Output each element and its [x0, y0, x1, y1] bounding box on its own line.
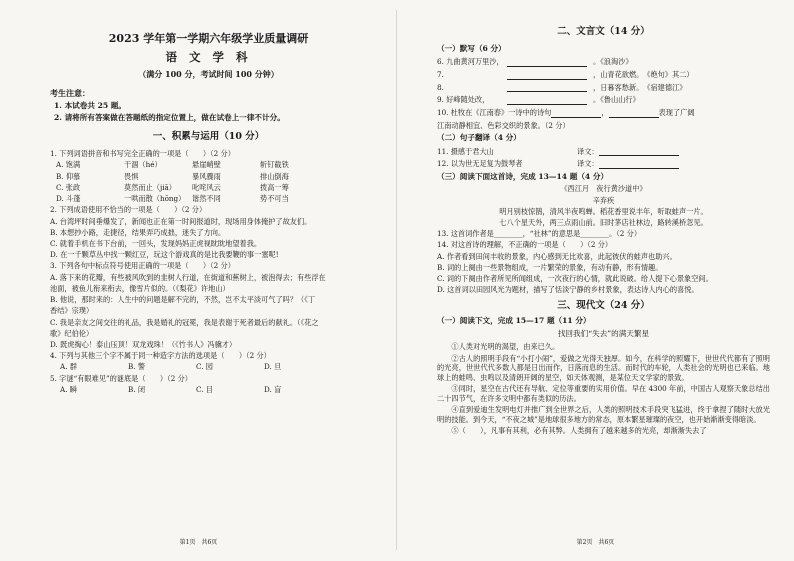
option: 畏惧	[124, 171, 139, 181]
q10-line2: 江南动静相宜、色彩交织的景象。（2 分）	[437, 120, 570, 130]
dictation-right: 。《浪淘沙》	[593, 57, 633, 67]
dictation-item	[437, 57, 770, 67]
answer-blank[interactable]	[609, 110, 659, 118]
note-item: 1. 本试卷共 25 题。	[54, 100, 126, 110]
note-item: 2. 请将所有答案做在答题纸的指定位置上，做在试卷上一律不计分。	[54, 113, 285, 123]
page-footer: 第1页 共6页	[179, 538, 218, 546]
question-stem: 4. 下列与其他三个字不属于同一种造字方法的选项是（ ）（2 分）	[50, 351, 271, 361]
poem-line: 明月别枝惊鹊，清风半夜鸣蝉。稻花香里说丰年，听取蛙声一片。	[499, 206, 708, 216]
dictation-right: ，日暮客愁新。 《宿建德江》	[593, 82, 687, 92]
question-13: 13. 这首词作者是________，“社林”的意思是________。（2 分）	[437, 229, 642, 239]
option: D. 这首词以田园风光为题材，描写了恬淡宁静的乡村景象，表达诗人内心的喜悦。	[437, 285, 699, 295]
option: C. 张政	[56, 182, 81, 192]
option: 暴风骤雨	[192, 171, 221, 181]
option: B. 仰慕	[56, 171, 81, 181]
part-title: （二）句子翻译（4 分）	[437, 133, 521, 143]
page-two	[397, 0, 794, 561]
option: A. 落下来的花瓣，有些被风吹到的韭树人行道，在街道和蕉树上，被泡得去；有些浮在	[50, 272, 326, 282]
option: 拨高一筹	[260, 182, 289, 192]
answer-blank[interactable]	[507, 84, 587, 92]
article-paragraph: ⑤（ ），凡事有其利，必有其弊。人类拥有了越来越多的光亮，却渐渐失去了	[451, 426, 707, 436]
article-title: 找回我们“失去”的满天繁星	[557, 329, 650, 339]
question-stem: 14. 对这首诗的理解，不正确的一项是（ ）（2 分）	[437, 240, 613, 250]
translation-question: 12. 以为世无足复为鼓琴者	[437, 159, 523, 169]
dictation-left: 7.	[437, 69, 444, 79]
translation-item	[437, 159, 770, 169]
translation-label: 译文：	[577, 146, 599, 156]
option: 排山倒海	[260, 171, 289, 181]
article-paragraph: ①人类对光明的渴望，由来已久。	[451, 342, 560, 352]
article-paragraph: ④直到爱迪生发明电灯并推广到全世界之后，人类的照明技术手段突飞猛进，终于拿捏了随时大放光明的技能。到今天，“不夜之城”是地球很多地方的常态，原本繁星璀璨的夜空，也开始渐渐变得暗淡。	[437, 405, 770, 424]
section-title: 一、积累与运用（10 分）	[152, 131, 265, 143]
answer-blank[interactable]	[599, 161, 679, 169]
question-10	[437, 108, 770, 118]
option: 势不可当	[260, 194, 289, 204]
poem-line: 七八个星天外，两三点雨山前。旧时茅店社林边，路转溪桥忽见。	[499, 217, 708, 227]
answer-blank[interactable]	[507, 72, 587, 80]
option: D. 旦	[264, 362, 282, 372]
q10-post: 表现了广阔	[658, 107, 695, 117]
translation-label: 译文：	[577, 159, 599, 169]
answer-blank[interactable]	[507, 59, 587, 67]
q10-mid: ，	[601, 107, 609, 117]
option: C. 目	[196, 384, 213, 394]
option: 池面，被鱼儿衔来衔去，像雪片似的。（《梨花》许地山）	[50, 283, 230, 293]
question-stem: 5. 字谜“有眼难见”的谜底是（ ）（2 分）	[50, 373, 192, 383]
option: B. 本想抄小路，走捷径，结果弄巧成拙，迷失了方向。	[50, 227, 226, 237]
option: D. 盲	[264, 384, 282, 394]
part-title: （一）阅读下文，完成 15—17 题（11 分）	[437, 315, 591, 325]
article-paragraph: ②古人的照明手段有“小打小闹”，爱做之光得天独厚。如今，在科学的照耀下，世世代代都有了照明的光亮，世世代代多数人都是日出而作，日落而息的生活。而时代的车轮，人类社会的光明也已来临。地球上的蛙鸣、虫鸣以及清朗开阔的星空，如天体观测，是某位天文学家的景致。	[437, 353, 770, 382]
notes-heading: 考生注意：	[50, 88, 90, 99]
option: 一哄而散（hōng）	[124, 194, 186, 204]
subject-title: 语 文 学 科	[165, 49, 252, 64]
dictation-right: 。《鲁山山行》	[593, 95, 640, 105]
option: 悬崖峭壁	[192, 160, 221, 170]
option: 莫然而止（jiā）	[124, 182, 176, 192]
answer-blank[interactable]	[551, 110, 601, 118]
option: C. 就着手机在书下台前，一回头，发现妈妈正虎视眈眈地望着我。	[50, 239, 262, 249]
option: A. 群	[60, 362, 77, 372]
dictation-right: ，山青花欲燃。 《绝句》其二）	[593, 69, 694, 79]
option: 斩钉截铁	[260, 160, 289, 170]
option-row	[56, 160, 367, 170]
option: 香结》宗璞）	[50, 306, 94, 316]
q10-pre: 10. 杜牧在《江南春》一诗中的诗句	[437, 107, 552, 117]
option: B. 闭	[128, 384, 146, 394]
option: 谐然不同	[192, 194, 221, 204]
page-footer: 第2页 共6页	[576, 538, 615, 546]
option: A. 作者看到田间丰收的景象，内心感到无比欢喜，此起彼伏的蛙声也助兴。	[437, 251, 677, 261]
dictation-item	[437, 70, 770, 80]
exam-meta: （满分 100 分，考试时间 100 分钟）	[138, 69, 279, 80]
answer-blank[interactable]	[507, 97, 587, 105]
answer-blank[interactable]	[599, 148, 679, 156]
option: 干涸（hé）	[124, 160, 162, 170]
dictation-left: 9. 好峰随处改，	[437, 95, 490, 105]
option: A. 瞬	[60, 384, 77, 394]
translation-question: 11. 摄感于君大山	[437, 146, 494, 156]
dictation-item	[437, 95, 770, 105]
option: B. 他说，那时来的：人生中的问题是解不完的，不然，岂不太平淡可气了吗？（《丁	[50, 295, 316, 305]
option-row	[56, 194, 367, 204]
question-stem: 1. 下列词语拼音和书写完全正确的一项是（ ）（2 分）	[50, 149, 235, 159]
article-paragraph: ③同时，星空在古代还有导航、定位等重要的实用价值。早在 4300 年前，中国古人观察天象总结出二十四节气，在许多文明中都有类似的历法。	[437, 384, 770, 403]
option-row	[60, 385, 367, 395]
section-title: 三、现代文（24 分）	[557, 300, 650, 311]
question-stem: 3. 下列各句中标点符号使用正确的一项是（ ）（2 分）	[50, 261, 235, 271]
dictation-left: 6. 九曲黄河万里沙，	[437, 57, 504, 67]
part-title: （一）默写（6 分）	[437, 43, 506, 53]
option: B. 词的上阕由一些景物组成，一片繁荣的景象，有动有静，形有情趣。	[437, 262, 663, 272]
option: 叱咤风云	[192, 182, 221, 192]
translation-item	[437, 147, 770, 157]
exam-title: 2023 学年第一学期六年级学业质量调研	[108, 32, 309, 45]
option: D. 既虎掏心！泰山压顶！双龙戏珠！（《竹书人》冯骥才）	[50, 339, 237, 349]
dictation-left: 8.	[437, 82, 444, 92]
option: A. 饱满	[56, 160, 81, 170]
option: D. 斗蓬	[56, 194, 81, 204]
section-title: 二、文言文（14 分）	[557, 26, 650, 37]
option: 歌》纪伯伦）	[50, 328, 94, 338]
dictation-item	[437, 83, 770, 93]
option: A. 台湾坪时间垂爆发了，新闻也正在第一时间报道时，现场用身体掩护了故友们。	[50, 216, 312, 226]
question-stem: 2. 下列成语使用不恰当的一项是（ ）（2 分）	[50, 205, 207, 215]
option: D. 在一千颗草丛中找一颗红豆，玩这个游戏真的是比我要鞭的事一塞呢!	[50, 250, 279, 260]
poem-author: 辛弃疾	[592, 195, 615, 205]
part-title: （三）阅读下面这首诗，完成 13—14 题（4 分）	[437, 172, 609, 182]
option-row	[56, 183, 367, 193]
option: C. 园	[196, 362, 213, 372]
option-row	[60, 362, 367, 372]
option-row	[56, 172, 367, 182]
poem-title: 《西江月 夜行黄沙道中》	[560, 184, 647, 194]
option: C. 词的下阕由作者所见所闻组成，一次夜行的心情，就此说破。给人提下心景象空间。	[437, 274, 713, 284]
option: B. 警	[128, 362, 146, 372]
option: C. 我是亲友之间交往的礼品，我是婚礼的冠冕，我是表谢于死者最后的献礼。（《花之	[50, 317, 319, 327]
